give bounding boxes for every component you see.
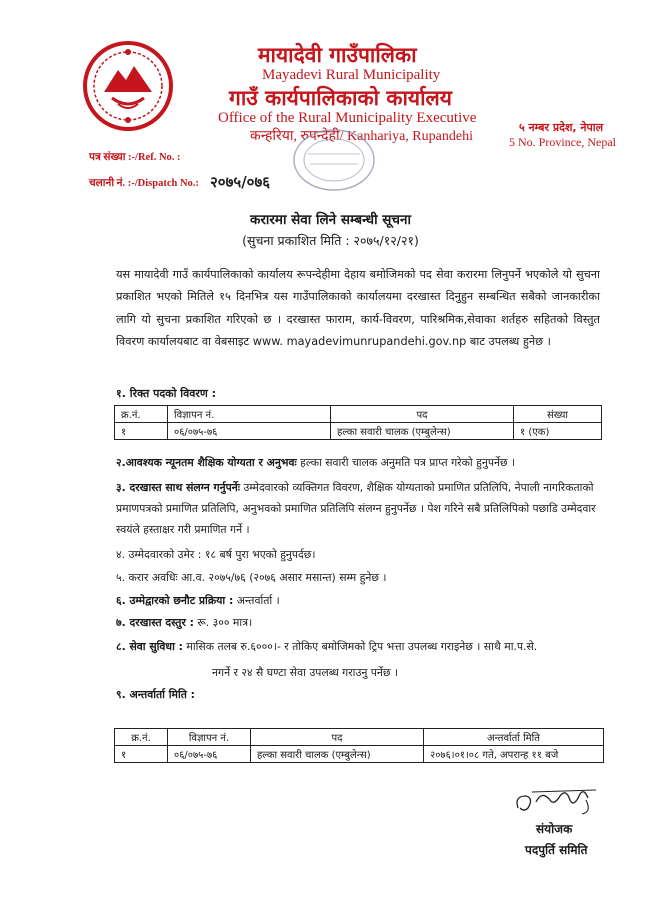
table-header-row <box>115 406 602 423</box>
office-name-english: Mayadevi Rural Municipality <box>262 67 441 83</box>
section-age: ४. उम्मेदवारको उमेर : १८ बर्ष पुरा भएको हुनुपर्दछ। <box>116 548 316 561</box>
notice-publish-date: (सुचना प्रकाशित मिति : २०७५/१२/२१) <box>242 233 419 248</box>
notice-intro-paragraph: यस मायादेवी गाउँ कार्यपालिकाको कार्यालय रूपन्देहीमा देहाय बमोजिमको पद सेवा करारमा लिनुपर्ने भएकोले यो सुचना प्रकाशित भएको मितिले १५ दिनभित्र यस गाउँपालिकाको कार्यालयमा दरखास्त दिनुहुन सम्बन्धित सबैको जानकारीका लागि यो सुचना प्रकाशित गरिएको छ । दरखास्त फाराम, कार्य-विवरण, पारिश्रमिक,सेवाका शर्तहरु सहितको विस्तुत विवरण कार्यालयबाट वा वेबसाइट www. mayadevimunrupandehi.gov.np बाट उपलब्ध हुनेछ । <box>116 268 600 348</box>
section-benefits <box>116 639 537 654</box>
col-post: पद <box>331 406 514 423</box>
signatory-committee: पदपुर्ति समिति <box>525 843 588 857</box>
office-stamp <box>288 124 380 196</box>
cell-interview-date: २०७६।०१।०८ गते, अपरान्ह ११ बजे <box>424 746 604 763</box>
col-count: संख्या <box>514 406 602 423</box>
section-qualification-text: हल्का सवारी चालक अनुमति पत्र प्राप्त गरेको हुनुपर्नेछ । <box>296 456 516 469</box>
section-selection <box>116 593 280 608</box>
col-post: पद <box>251 729 424 746</box>
cell-serial: १ <box>115 423 168 440</box>
cell-serial: १ <box>115 746 168 763</box>
section-benefits-text: मासिक तलब रु.६०००।- र तोकिए बमोजिमको ट्रिप भत्ता उपलब्ध गराइनेछ । साथै मा.प.से. <box>182 640 538 653</box>
signatory-role: संयोजक <box>536 822 573 836</box>
col-interview-date: अन्तर्वार्ता मिति <box>424 729 604 746</box>
cell-advert-no: ०६/०७५-७६ <box>168 423 331 440</box>
cell-count: १ (एक) <box>514 423 602 440</box>
col-advert-no: विज्ञापन नं. <box>168 406 331 423</box>
col-advert-no: विज्ञापन नं. <box>168 729 251 746</box>
section-documents <box>116 477 606 540</box>
dispatch-number-value: २०७५/०७६ <box>210 173 271 191</box>
section-documents-text: उम्मेदवारको व्यक्तिगत विवरण, शैक्षिक योग्यताको प्रमाणित प्रतिलिपि, नेपाली नागरिकताको प्रमाणपत्रको प्रमाणित प्रतिलिपि, अनुभवको प्रमाणित प्रतिलिपि संलग्न हुनुपर्नेछ । पेश गरिने सबै प्रतिलिपिको पछाडि उम्मेदवार स्वयंले हस्ताक्षर गरी प्रमाणित गर्ने । <box>116 481 596 536</box>
section-vacancy-heading: १. रिक्त पदको विवरण : <box>116 387 217 400</box>
interview-table <box>114 728 604 763</box>
table-row <box>115 423 602 440</box>
cell-post: हल्का सवारी चालक (एम्बुलेन्स) <box>251 746 424 763</box>
section-fee-text: रू. ३०० मात्र। <box>193 616 253 629</box>
vacancy-table <box>114 405 602 440</box>
section-contract-period: ५. करार अवधिः आ.व. २०७५/७६ (२०७६ असार मसान्त) सम्म हुनेछ । <box>116 571 387 584</box>
cell-post: हल्का सवारी चालक (एम्बुलेन्स) <box>331 423 514 440</box>
handwritten-signature <box>512 782 604 818</box>
dispatch-number-label: चलानी नं. :-/Dispatch No.: <box>89 178 199 189</box>
table-row <box>115 746 604 763</box>
office-name-nepali: मायादेवी गाउँपालिका <box>258 43 417 67</box>
notice-title: करारमा सेवा लिने सम्बन्धी सूचना <box>250 212 411 228</box>
section-fee <box>116 615 252 630</box>
table-header-row <box>115 729 604 746</box>
office-executive-english: Office of the Rural Municipality Executive <box>218 110 477 126</box>
emblem-logo <box>82 40 174 132</box>
section-documents-label: ३. दरखास्त साथ संलग्न गर्नुपर्नेः <box>116 481 240 494</box>
section-benefits-continued: नगर्ने र २४ सै घण्टा सेवा उपलब्ध गराउनु पर्नेछ । <box>212 666 399 679</box>
col-serial: क्र.नं. <box>115 729 168 746</box>
section-interview-heading: ९. अन्तर्वार्ता मिति : <box>116 688 195 701</box>
cell-advert-no: ०६/०७५-७६ <box>168 746 251 763</box>
office-executive-nepali: गाउँ कार्यपालिकाको कार्यालय <box>229 86 452 110</box>
province-nepali: ५ नम्बर प्रदेश, नेपाल <box>519 121 604 134</box>
col-serial: क्र.नं. <box>115 406 168 423</box>
section-fee-label: ७. दरखास्त दस्तुर : <box>116 616 194 629</box>
section-qualification <box>116 455 515 470</box>
province-english: 5 No. Province, Nepal <box>509 135 616 149</box>
section-selection-label: ६. उम्मेद्वारको छनौट प्रक्रिया : <box>116 594 234 607</box>
section-qualification-label: २.आवश्यक न्यूनतम शैक्षिक योग्यता र अनुभवः <box>116 456 297 469</box>
section-benefits-label: ८. सेवा सुविधा : <box>116 640 183 653</box>
section-selection-text: अन्तर्वार्ता । <box>233 594 280 607</box>
office-address: कन्हरिया, रुपन्देही/ Kanhariya, Rupandehi <box>250 129 473 144</box>
ref-number-label: पत्र संख्या :-/Ref. No. : <box>89 152 181 163</box>
